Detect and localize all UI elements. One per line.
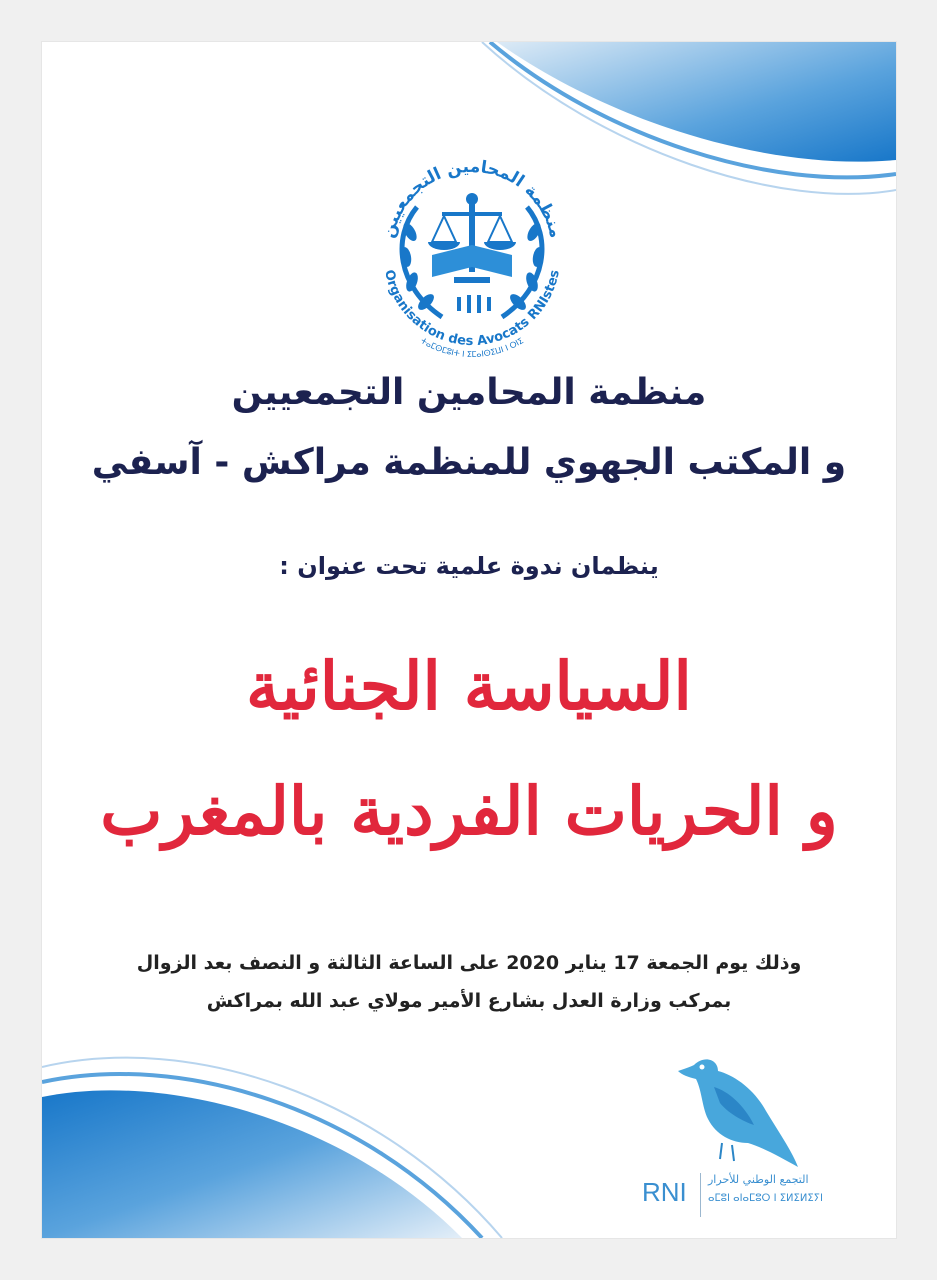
rni-tifinagh-name: ⴰⵎⵓⵏ ⴰⵏⴰⵎⵓⵔ ⵏ ⵉⵍⵉⵍⵉⵢⵏ (708, 1193, 823, 1204)
heading-organisation: منظمة المحامين التجمعيين (231, 372, 707, 413)
event-title-line-1: السياسة الجنائية (246, 647, 692, 725)
rni-party-mark (642, 1167, 842, 1227)
rni-arabic-name: التجمع الوطني للأحرار (708, 1173, 809, 1186)
dove-icon (662, 1047, 802, 1177)
rni-divider (700, 1173, 701, 1217)
event-location: بمركب وزارة العدل بشارع الأمير مولاي عبد الله بمراكش (206, 990, 732, 1012)
organisation-logo (362, 137, 582, 357)
rni-abbreviation: RNI (642, 1177, 687, 1207)
poster (42, 42, 896, 1238)
event-title-line-2: و الحريات الفردية بالمغرب (100, 772, 838, 850)
subheading: ينظمان ندوة علمية تحت عنوان : (279, 552, 659, 580)
logo-arabic-ring: منظمة المحامين التجمعيين (378, 156, 566, 241)
scales-of-justice-icon (428, 193, 516, 283)
heading-regional-office: و المكتب الجهوي للمنظمة مراكش - آسفي (91, 442, 847, 483)
event-date-time: وذلك يوم الجمعة 17 يناير 2020 على الساعة الثالثة و النصف بعد الزوال (136, 952, 802, 974)
logo-french-ring: Organisation des Avocats RNIstes (381, 268, 563, 350)
ribbon-mark (457, 295, 491, 313)
logo-tifinagh-ring: ⵜⴰⵎⵙⵎⵓⵏⵜ ⵏ ⵉⵎⴰⵏⵙⵉⵡⵏ ⵏ ⵔⵏⵉ (419, 336, 525, 357)
